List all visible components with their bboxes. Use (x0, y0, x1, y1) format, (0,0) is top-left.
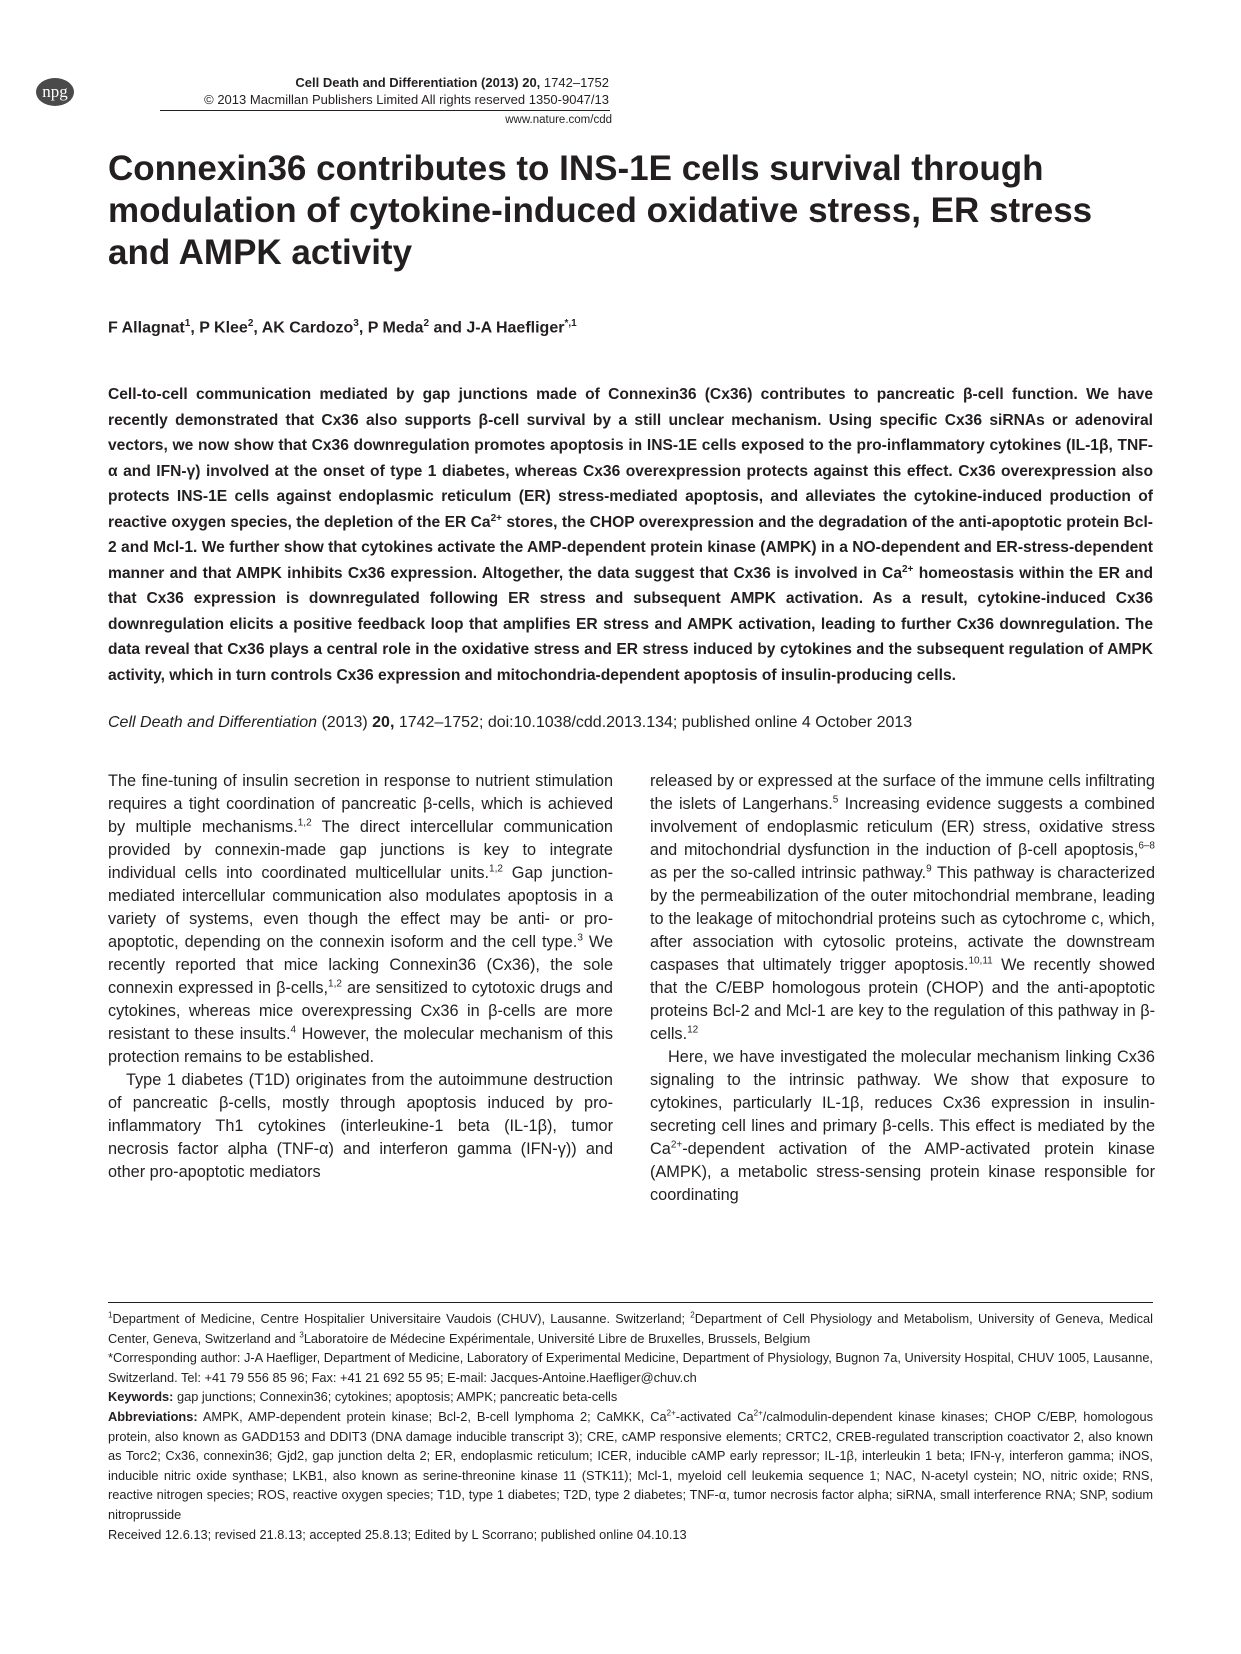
header-divider (160, 110, 610, 111)
text-run: We recently reported that mice lacking Connexin36 (Cx36), the sole connexin expressed in β-cells, (108, 933, 614, 997)
reference-superscript: 9 (926, 863, 932, 875)
body-column-right (650, 770, 1155, 1207)
text-run: are sensitized to cytotoxic drugs and cytokines, whereas mice overexpressing Cx36 in β-cells are more resistant to these insults. (108, 979, 613, 1043)
text-run: released by or expressed at the surface of the immune cells infiltrating the islets of Langerhans. (650, 772, 1155, 813)
body-column-left (108, 770, 613, 1184)
copyright-line: © 2013 Macmillan Publishers Limited All rights reserved 1350-9047/13 (204, 92, 609, 107)
text-run: The fine-tuning of insulin secretion in response to nutrient stimulation requires a tight coordination of pancreatic β-cells, which is achieved by multiple mechanisms. (108, 772, 613, 836)
author-separator: , (190, 319, 200, 337)
keywords (108, 1387, 1153, 1407)
author-affiliation-mark: 2 (423, 318, 429, 329)
body-paragraph (650, 770, 1155, 1046)
text-run: Increasing evidence suggests a combined involvement of endoplasmic reticulum (ER) stress, oxidative stress and mitochondrial dysfunction in the induction of β-cell apoptosis, (650, 795, 1155, 859)
keywords-text: gap junctions; Connexin36; cytokines; apoptosis; AMPK; pancreatic beta-cells (173, 1389, 618, 1405)
journal-header (89, 74, 609, 108)
npg-logo: npg (36, 78, 74, 106)
abstract (108, 382, 1153, 688)
author-separator: and (429, 319, 467, 337)
author-affiliation-mark: *,1 (564, 318, 577, 329)
journal-url[interactable]: www.nature.com/cdd (505, 114, 612, 126)
abbreviations-text (108, 1409, 1153, 1522)
abstract-text: stores, the CHOP overexpression and the degradation of the anti-apoptotic protein Bcl-2 and Mcl-1. We further show that cytokines activate the AMP-dependent protein kinase (AMPK) in a NO-dependent and ER-stress-dependent manner and that AMPK inhibits Cx36 expression. Altogether, the data suggest that Cx36 is involved in Ca (108, 513, 1153, 582)
citation-year: (2013) (317, 714, 373, 731)
author-affiliation-mark: 3 (353, 318, 359, 329)
journal-pages: 1742–1752 (543, 75, 609, 90)
author: J-A Haefliger (466, 319, 565, 337)
text-run: /calmodulin-dependent kinase kinases; CHOP C/EBP, homologous protein, also known as GADD153 and DDIT3 (DNA damage inducible transcript 3); CRE, cAMP responsive elements; CRTC2, CREB-regulated transcription coactivator 2, also known as Torc2; Cx36, connexin36; Gjd2, gap junction delta 2; ER, endoplasmic reticulum; ICER, inducible cAMP early repressor; IL-1β, interleukin 1 beta; IFN-γ, interferon gamma; iNOS, inducible nitric oxide synthase; LKB1, also known as serine-threonine kinase 11 (STK11); Mcl-1, myeloid cell leukemia sequence 1; NAC, N-acetyl cystein; NO, nitric oxide; RNS, reactive nitrogen species; ROS, reactive oxygen species; T1D, type 1 diabetes; T2D, type 2 diabetes; TNF-α, tumor necrosis factor alpha; siRNA, small interference RNA; SNP, sodium nitroprusside (108, 1408, 1153, 1522)
reference-superscript: 3 (577, 932, 583, 944)
reference-superscript: 3 (299, 1330, 304, 1340)
text-run: Type 1 diabetes (T1D) originates from the autoimmune destruction of pancreatic β-cells, mostly through apoptosis induced by pro-inflammatory Th1 cytokines (interleukine-1 beta (IL-1β), tumor necrosis factor alpha (TNF-α) and interferon gamma (IFN-γ)) and other pro-apoptotic mediators (108, 1071, 613, 1181)
body-paragraph (108, 770, 613, 1069)
text-run: Here, we have investigated the molecular mechanism linking Cx36 signaling to the intrinsic pathway. We show that exposure to cytokines, particularly IL-1β, reduces Cx36 expression in insulin-secreting cell lines and primary β-cells. This effect is mediated by the Ca (650, 1048, 1155, 1158)
abbreviations (108, 1407, 1153, 1525)
reference-superscript: 1,2 (489, 863, 503, 875)
superscript: 2+ (490, 512, 502, 524)
reference-superscript: 2 (690, 1310, 695, 1320)
reference-superscript: 2+ (666, 1408, 676, 1418)
author: F Allagnat (108, 319, 185, 337)
reference-superscript: 5 (832, 794, 839, 806)
text-run: -activated Ca (675, 1408, 754, 1424)
text-run: This pathway is characterized by the permeabilization of the outer mitochondrial membrane, leading to the leakage of mitochondrial proteins such as cytochrome c, which, after association with cytosolic proteins, activate the downstream caspases that ultimately trigger apoptosis. (650, 864, 1155, 974)
reference-superscript: 10,11 (968, 955, 993, 967)
article-title: Connexin36 contributes to INS-1E cells survival through modulation of cytokine-induced oxidative stress, ER stress and AMPK activity (108, 149, 1093, 272)
reference-superscript: 6–8 (1138, 840, 1155, 852)
citation-volume: 20, (372, 714, 395, 731)
received-dates: Received 12.6.13; revised 21.8.13; accepted 25.8.13; Edited by L Scorrano; published online 04.10.13 (108, 1526, 687, 1542)
author-list (108, 318, 577, 337)
abbreviations-label: Abbreviations: (108, 1408, 198, 1424)
superscript: 2+ (902, 563, 914, 575)
text-run: The direct intercellular communication provided by connexin-made gap junctions is key to integrate individual cells into coordinated multicellular units. (108, 818, 613, 882)
author-separator: , (358, 319, 368, 337)
text-run: Department of Medicine, Centre Hospitalier Universitaire Vaudois (CHUV), Lausanne. Switzerland; (112, 1311, 691, 1326)
reference-superscript: 1 (108, 1310, 113, 1320)
journal-name: Cell Death and Differentiation (2013) 20, (295, 75, 541, 90)
text-run: However, the molecular mechanism of this protection remains to be established. (108, 1025, 613, 1066)
reference-superscript: 2+ (670, 1139, 683, 1151)
footnotes (108, 1309, 1153, 1544)
text-run: as per the so-called intrinsic pathway. (650, 864, 927, 882)
text-run: -dependent activation of the AMP-activated protein kinase (AMPK), a metabolic stress-sensing protein kinase responsible for coordinating (650, 1140, 1155, 1204)
author-separator: , (253, 319, 262, 337)
author-affiliation-mark: 1 (184, 318, 191, 329)
body-paragraph (108, 1069, 613, 1184)
abstract-text: Cell-to-cell communication mediated by gap junctions made of Connexin36 (Cx36) contributes to pancreatic β-cell function. We have recently demonstrated that Cx36 also supports β-cell survival by a still unclear mechanism. Using specific Cx36 siRNAs or adenoviral vectors, we now show that Cx36 downregulation promotes apoptosis in INS-1E cells exposed to the pro-inflammatory cytokines (IL-1β, TNF-α and IFN-γ) involved at the onset of type 1 diabetes, whereas Cx36 overexpression protects against this effect. Cx36 overexpression also protects INS-1E cells against endoplasmic reticulum (ER) stress-mediated apoptosis, and alleviates the cytokine-induced production of reactive oxygen species, the depletion of the ER Ca (108, 386, 1153, 531)
article-citation (108, 714, 912, 732)
citation-journal: Cell Death and Differentiation (108, 714, 318, 731)
body-paragraph (650, 1046, 1155, 1207)
author: P Klee (199, 319, 248, 337)
corresponding-author: *Corresponding author: J-A Haefliger, Department of Medicine, Laboratory of Experimental Medicine, Department of Physiology, Bugnon 7a, University Hospital, CHUV 1005, Lausanne, Switzerland. Tel: +41 79 556 85 96; Fax: +41 21 692 55 95; E-mail: Jacques-Antoine.Haefliger@chuv.ch (108, 1350, 1153, 1385)
abstract-text: homeostasis within the ER and that Cx36 expression is downregulated following ER stress and subsequent AMPK activation. As a result, cytokine-induced Cx36 downregulation elicits a positive feedback loop that amplifies ER stress and AMPK activation, leading to further Cx36 downregulation. The data reveal that Cx36 plays a central role in the oxidative stress and ER stress induced by cytokines and the subsequent regulation of AMPK activity, which in turn controls Cx36 expression and mitochondria-dependent apoptosis of insulin-producing cells. (108, 564, 1153, 684)
text-run: AMPK, AMP-dependent protein kinase; Bcl-2, B-cell lymphoma 2; CaMKK, Ca (197, 1408, 667, 1424)
author: P Meda (367, 319, 424, 337)
text-run: Gap junction-mediated intercellular communication also modulates apoptosis in a variety of systems, even though the effect may be anti- or pro-apoptotic, depending on the connexin isoform and the cell type. (108, 864, 613, 951)
footnote-divider (108, 1302, 1153, 1303)
text-run: Department of Cell Physiology and Metabolism, University of Geneva, Medical Center, Geneva, Switzerland and (108, 1311, 1153, 1346)
reference-superscript: 1,2 (297, 817, 312, 829)
reference-superscript: 4 (290, 1024, 297, 1036)
affiliations (108, 1309, 1153, 1348)
reference-superscript: 12 (687, 1024, 699, 1036)
reference-superscript: 1,2 (328, 978, 342, 990)
keywords-label: Keywords: (108, 1389, 174, 1405)
reference-superscript: 2+ (753, 1408, 763, 1418)
text-run: We recently showed that the C/EBP homologous protein (CHOP) and the anti-apoptotic proteins Bcl-2 and Mcl-1 are key to the regulation of this pathway in β-cells. (650, 956, 1156, 1043)
citation-doi: 1742–1752; doi:10.1038/cdd.2013.134; published online 4 October 2013 (394, 714, 913, 731)
author-affiliation-mark: 2 (247, 318, 254, 329)
journal-name-line (89, 74, 609, 91)
text-run: Laboratoire de Médecine Expérimentale, Université Libre de Bruxelles, Brussels, Belgium (303, 1330, 811, 1346)
author: AK Cardozo (261, 319, 354, 337)
